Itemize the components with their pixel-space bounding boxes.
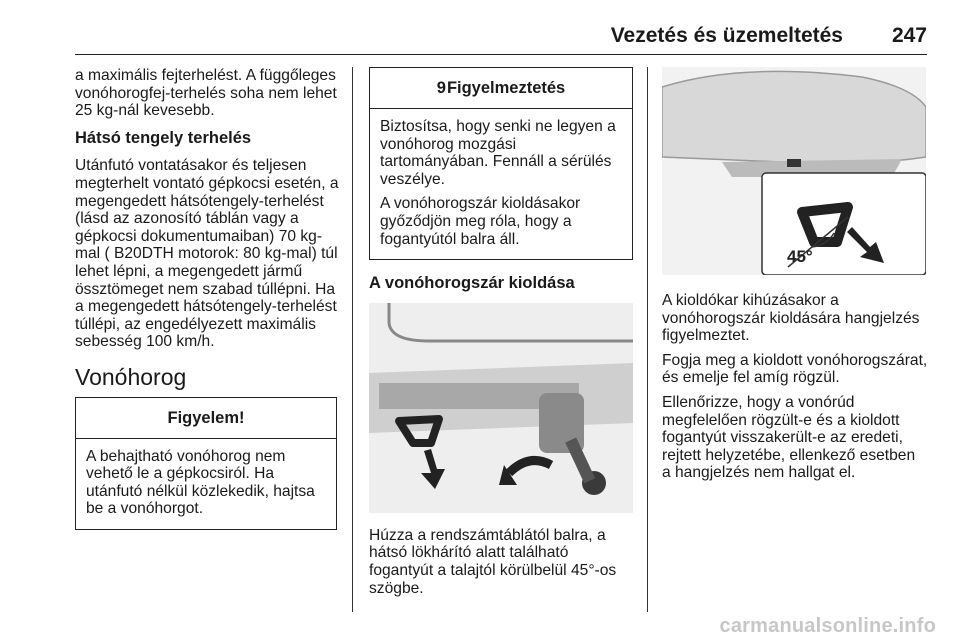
page-header [75,22,927,52]
header-rule [75,54,927,55]
heading-release: A vonóhorogszár kioldása [369,274,575,293]
warning-box [369,67,633,260]
warning-paragraph-2: A vonóhorogszár kioldásakor győződjön meg róla, hogy a fogantyútól balra áll. [380,195,581,248]
watermark: carmanualsonline.info [719,615,936,637]
column-3 [662,67,928,489]
page-number: 247 [891,24,927,47]
column-2 [369,67,633,604]
column-1 [75,67,340,530]
warning-title: Figyelmeztetés [446,79,566,97]
warning-paragraph-1: Biztosítsa, hogy senki ne legyen a vonóhorog mozgási tartományában. Fennáll a sérülés veszélye. [380,118,616,188]
warning-header [370,68,632,109]
intro-paragraph: a maximális fejterhelést. A függőleges vonóhorogfej-terhelés soha nem lehet 25 kg-nál kevesebb. [75,67,337,120]
warning-symbol: 9 [436,79,446,97]
caution-title: Figyelem! [76,398,336,439]
release-lever-illustration [662,67,926,275]
angle-label: 45° [787,247,813,266]
column-3-paragraph-1: A kioldókar kihúzásakor a vonóhorogszár kioldására hangjelzés figyelmeztet. [662,292,920,345]
towbar-release-illustration [369,303,633,513]
column-divider-1 [352,67,353,612]
column-3-paragraph-3: Ellenőrizze, hogy a vonórúd megfelelően rögzült-e és a kioldott fogantyút visszakerült-e az eredeti, rejtett helyzetébe, ellenkező esetben a hangjelzés nem hallgat el. [662,393,916,482]
section-title: Vezetés és üzemeltetés [610,24,843,47]
heading-rear-axle-load: Hátsó tengely terhelés [75,128,252,147]
caution-text: A behajtható vonóhorog nem vehető le a gépkocsiról. Ha utánfutó nélkül közlekedik, hajtsa be a vonóhorgot. [86,447,315,518]
axle-paragraph: Utánfutó vontatásakor és teljesen megterhelt vontató gépkocsi esetén, a megengedett hátsótengely-terhelést (lásd az azonosító táblán vagy a gépkocsi dokumentumaiban) 70 kg-mal ( B20DTH motorok: 80 kg-mal) túl lehet lépni, a megengedett jármű össztömeget nem szabad túllépni. Ha a megengedett hátsótengely-terhelést túllépi, az engedélyezett maximális sebesség 100 km/h. [75,157,339,351]
column-3-paragraph-2: Fogja meg a kioldott vonóhorogszárat, és emelje fel amíg rögzül. [662,351,928,387]
release-caption: Húzza a rendszámtáblától balra, a hátsó lökhárító alatt található fogantyút a talajtól körülbelül 45°-os szögbe. [369,526,617,597]
heading-towbar: Vonóhorog [75,363,187,390]
column-divider-2 [647,67,648,612]
caution-box [75,397,337,530]
